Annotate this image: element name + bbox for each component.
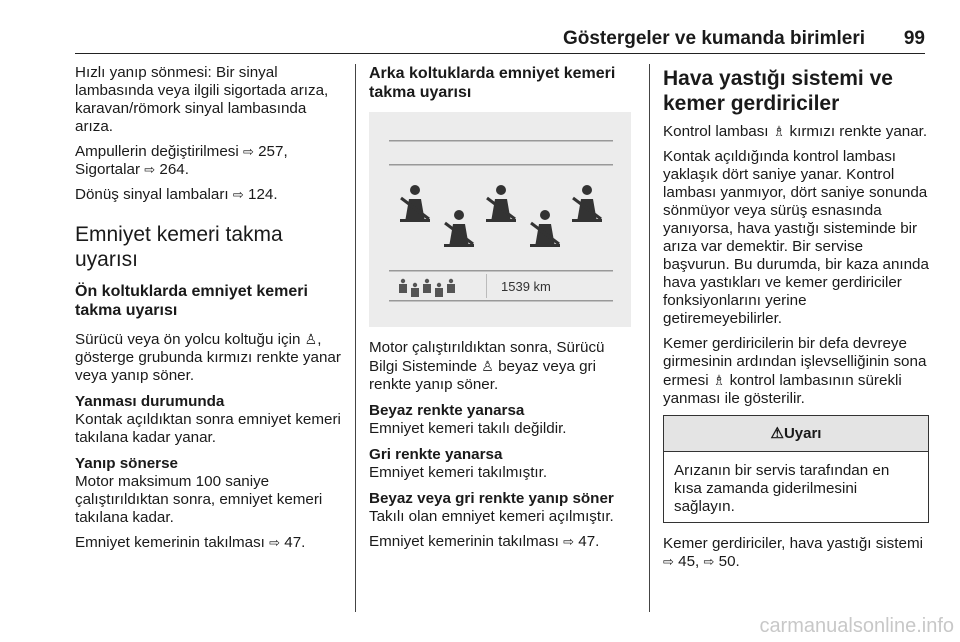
- condition-title: Gri renkte yanarsa: [369, 446, 503, 463]
- rear-seatbelt-display-illustration: [369, 112, 631, 327]
- paragraph: Emniyet kemerinin takılması ⇨ 47.: [75, 534, 306, 551]
- header-title: Göstergeler ve kumanda birimleri: [562, 28, 865, 49]
- condition-title: Beyaz veya gri renkte yanıp söner: [369, 490, 614, 507]
- section-heading: Emniyet kemeri takma uyarısı: [75, 223, 283, 271]
- page-reference-arrow-icon: ⇨: [663, 554, 674, 569]
- paragraph: Emniyet kemeri takılmıştır.: [369, 464, 548, 481]
- odometer-readout: 1539 km: [501, 279, 551, 294]
- paragraph: Kontak açıldıktan sonra emniyet kemeri takılana kadar yanar.: [75, 411, 341, 446]
- page-link[interactable]: 257,: [258, 143, 288, 160]
- seatbelt-warning-icon: ♙: [481, 358, 494, 374]
- subsection-heading: Arka koltuklarda emniyet kemeri takma uyarısı: [369, 65, 616, 101]
- page-reference-arrow-icon: ⇨: [269, 535, 281, 550]
- paragraph: Emniyet kemerinin takılması ⇨ 47.: [369, 533, 600, 550]
- seatbelt-icon-rear-right: [530, 210, 560, 247]
- seatbelt-warning-icon: ♙: [304, 331, 318, 347]
- page-link[interactable]: 47.: [578, 533, 600, 550]
- column-3: [663, 64, 929, 578]
- page-reference-arrow-icon: ⇨: [563, 534, 575, 549]
- paragraph: Ampullerin değiştirilmesi ⇨ 257, Sigortalar ⇨ 264.: [75, 143, 288, 178]
- column-divider: [649, 64, 650, 612]
- paragraph: Motor çalıştırıldıktan sonra, Sürücü Bilgi Sisteminde ♙ beyaz veya gri renkte yanıp söner.: [369, 339, 605, 393]
- condition-title: Yanıp sönerse: [75, 455, 178, 472]
- airbag-warning-icon: ♗: [772, 123, 786, 139]
- paragraph: Takılı olan emniyet kemeri açılmıştır.: [369, 508, 614, 525]
- page-header: [75, 28, 925, 54]
- seatbelt-icon-front-center: [486, 185, 516, 222]
- page-reference-arrow-icon: ⇨: [232, 187, 244, 202]
- page-reference-arrow-icon: ⇨: [703, 554, 715, 569]
- page-reference-arrow-icon: ⇨: [242, 144, 254, 159]
- page-link[interactable]: 47.: [284, 534, 306, 551]
- paragraph: Kontrol lambası ♗ kırmızı renkte yanar.: [663, 123, 928, 140]
- paragraph: Kemer gerdiriciler, hava yastığı sistemi ⇨ 45, ⇨ 50.: [663, 535, 923, 570]
- display-graphic: [369, 112, 631, 327]
- page-link[interactable]: 50.: [718, 553, 740, 570]
- watermark: carmanualsonline.info: [759, 615, 954, 637]
- page-reference-arrow-icon: ⇨: [144, 162, 156, 177]
- paragraph: Emniyet kemeri takılı değildir.: [369, 420, 567, 437]
- warning-box: [663, 415, 929, 523]
- paragraph: Kontak açıldığında kontrol lambası yaklaşık dört saniye yanar. Kontrol lambası yanmıyor, dört saniye sonunda sönmüyor veya sürüş esnasında yanıyorsa, hava yastığı sisteminde bir arıza var demektir. Bir servise başvurun. Bu durumda, bir kaza anında hava yastıkları ve kemer gerdiriciler fonksiyonlarını yerine getiremeyebilirler.: [663, 148, 929, 327]
- page-link[interactable]: 264.: [159, 161, 189, 178]
- warning-triangle-icon: ⚠: [770, 425, 784, 442]
- seatbelt-icon-rear-left: [444, 210, 474, 247]
- column-2: [369, 64, 637, 558]
- paragraph: Kemer gerdiricilerin bir defa devreye girmesinin ardından işlevselliğinin sona ermesi ♗ kontrol lambasının sürekli yanması ile gösterilir.: [663, 335, 927, 407]
- column-divider: [355, 64, 356, 612]
- condition-title: Beyaz renkte yanarsa: [369, 402, 525, 419]
- seatbelt-icon-front-right: [572, 185, 602, 222]
- warning-text: Arızanın bir servis tarafından en kısa zamanda giderilmesini sağlayın.: [674, 462, 890, 515]
- subsection-heading: Ön koltuklarda emniyet kemeri takma uyarısı: [75, 283, 308, 319]
- paragraph: Sürücü veya ön yolcu koltuğu için ♙, gösterge grubunda kırmızı renkte yanar veya yanıp söner.: [75, 331, 341, 384]
- page-number: 99: [903, 28, 925, 49]
- paragraph: Motor maksimum 100 saniye çalıştırıldıktan sonra, emniyet kemeri takılana kadar.: [75, 473, 323, 526]
- mini-seatbelt-icons: [399, 279, 455, 297]
- condition-title: Yanması durumunda: [75, 393, 225, 410]
- paragraph: Hızlı yanıp sönmesi: Bir sinyal lambasında veya ilgili sigortada arıza, karavan/römork sinyal lambasında arıza.: [75, 64, 329, 135]
- seatbelt-icon-front-left: [400, 185, 430, 222]
- section-heading: Hava yastığı sistemi ve kemer gerdiriciler: [663, 67, 893, 115]
- paragraph: Dönüş sinyal lambaları ⇨ 124.: [75, 186, 278, 203]
- page-link[interactable]: 45,: [678, 553, 700, 570]
- warning-header: [664, 416, 928, 452]
- page-link[interactable]: 124.: [248, 186, 278, 203]
- airbag-warning-icon: ♗: [712, 372, 726, 388]
- warning-title: Uyarı: [783, 425, 822, 442]
- column-1: [75, 64, 343, 559]
